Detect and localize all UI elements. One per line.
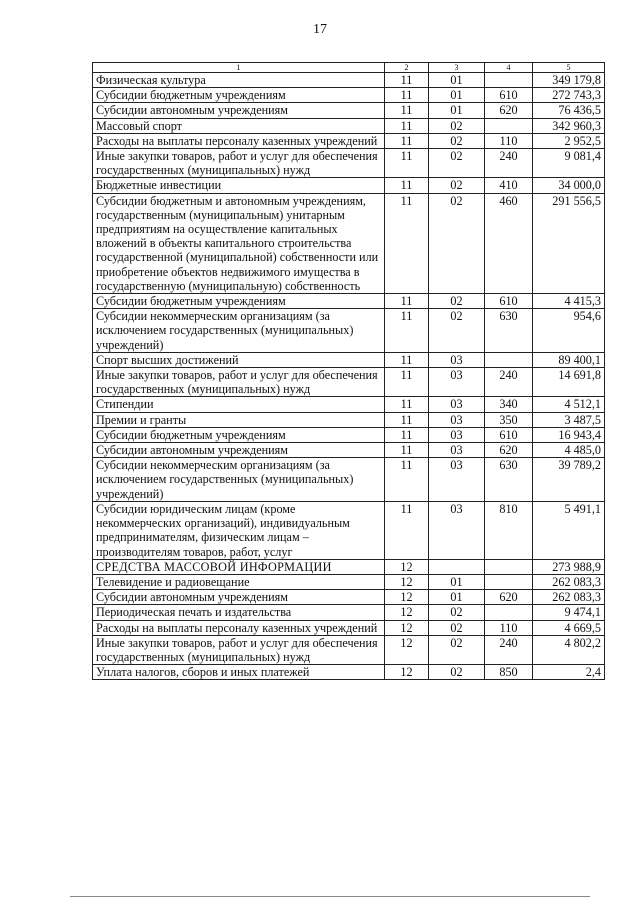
amount: 39 789,2 [533,458,605,502]
expense-type-code: 810 [485,501,533,559]
section-row [93,559,605,574]
column-header: 4 [485,63,533,73]
item-name: Иные закупки товаров, работ и услуг для обеспечения государственных (муниципальных) нужд [93,635,385,664]
subsection-code: 03 [429,368,485,397]
subsection-code: 03 [429,458,485,502]
subsection-code: 03 [429,443,485,458]
subsection-code: 01 [429,73,485,88]
amount: 262 083,3 [533,574,605,589]
section-code: 11 [385,149,429,178]
amount: 9 081,4 [533,149,605,178]
section-code: 12 [385,605,429,620]
table-row [93,73,605,88]
table-row [93,103,605,118]
subsection-code: 02 [429,178,485,193]
item-name: Уплата налогов, сборов и иных платежей [93,665,385,680]
section-code: 11 [385,133,429,148]
item-name: Иные закупки товаров, работ и услуг для обеспечения государственных (муниципальных) нужд [93,149,385,178]
section-code: 12 [385,590,429,605]
amount: 5 491,1 [533,501,605,559]
expense-type-code [485,559,533,574]
section-code: 12 [385,574,429,589]
column-header: 2 [385,63,429,73]
section-code: 11 [385,294,429,309]
table-row [93,590,605,605]
subsection-code: 02 [429,149,485,178]
item-name: Субсидии бюджетным учреждениям [93,88,385,103]
amount: 2,4 [533,665,605,680]
item-name: Субсидии бюджетным и автономным учреждениям, государственным (муниципальным) унитарным предприятиям на осуществление капитальных вложений в объекты капитального строительства государственной (муниципальной) собственности или приобретение объектов недвижимого имущества в государственную (муниципальную) собственность [93,193,385,293]
expense-type-code: 340 [485,397,533,412]
section-code: 11 [385,309,429,353]
item-name: Периодическая печать и издательства [93,605,385,620]
amount: 89 400,1 [533,352,605,367]
amount: 342 960,3 [533,118,605,133]
expense-type-code: 620 [485,590,533,605]
subsection-code: 02 [429,118,485,133]
amount: 9 474,1 [533,605,605,620]
subsection-code: 02 [429,294,485,309]
section-code: 11 [385,88,429,103]
table-row [93,309,605,353]
amount: 4 485,0 [533,443,605,458]
section-code: 11 [385,352,429,367]
section-code: 12 [385,665,429,680]
section-code: 11 [385,193,429,293]
budget-table [92,62,605,680]
amount: 34 000,0 [533,178,605,193]
table-row [93,397,605,412]
section-code: 12 [385,620,429,635]
section-code: 11 [385,427,429,442]
expense-type-code: 110 [485,133,533,148]
table-row [93,620,605,635]
expense-type-code: 240 [485,368,533,397]
table-row [93,635,605,664]
subsection-code: 01 [429,88,485,103]
expense-type-code [485,118,533,133]
subsection-code: 01 [429,574,485,589]
table-row [93,665,605,680]
expense-type-code: 630 [485,309,533,353]
table-row [93,133,605,148]
subsection-code: 02 [429,193,485,293]
subsection-code [429,559,485,574]
section-code: 12 [385,559,429,574]
expense-type-code: 240 [485,635,533,664]
expense-type-code: 620 [485,443,533,458]
item-name: Телевидение и радиовещание [93,574,385,589]
table-row [93,605,605,620]
item-name: Иные закупки товаров, работ и услуг для обеспечения государственных (муниципальных) нужд [93,368,385,397]
table-row [93,427,605,442]
expense-type-code: 610 [485,427,533,442]
item-name: Массовый спорт [93,118,385,133]
subsection-code: 02 [429,133,485,148]
amount: 4 512,1 [533,397,605,412]
subsection-code: 03 [429,412,485,427]
item-name: Премии и гранты [93,412,385,427]
table-row [93,88,605,103]
item-name: Субсидии автономным учреждениям [93,443,385,458]
table-row [93,443,605,458]
item-name: Субсидии бюджетным учреждениям [93,294,385,309]
scan-edge-line [70,896,590,897]
expense-type-code: 410 [485,178,533,193]
table-row [93,352,605,367]
section-code: 11 [385,178,429,193]
amount: 4 415,3 [533,294,605,309]
item-name: СРЕДСТВА МАССОВОЙ ИНФОРМАЦИИ [93,559,385,574]
page-number: 17 [313,22,327,37]
item-name: Спорт высших достижений [93,352,385,367]
item-name: Расходы на выплаты персоналу казенных учреждений [93,133,385,148]
amount: 2 952,5 [533,133,605,148]
subsection-code: 03 [429,427,485,442]
expense-type-code: 350 [485,412,533,427]
column-header: 5 [533,63,605,73]
column-number-row [93,63,605,73]
table-body [93,73,605,680]
section-code: 11 [385,397,429,412]
table-row [93,178,605,193]
table-row [93,574,605,589]
amount: 291 556,5 [533,193,605,293]
amount: 273 988,9 [533,559,605,574]
table-row [93,368,605,397]
table-row [93,458,605,502]
item-name: Субсидии бюджетным учреждениям [93,427,385,442]
item-name: Субсидии юридическим лицам (кроме некоммерческих организаций), индивидуальным предпринимателям, физическим лицам – производителям товаров, работ, услуг [93,501,385,559]
subsection-code: 02 [429,665,485,680]
amount: 76 436,5 [533,103,605,118]
table-row [93,412,605,427]
amount: 272 743,3 [533,88,605,103]
column-header: 1 [93,63,385,73]
item-name: Субсидии автономным учреждениям [93,103,385,118]
expense-type-code: 850 [485,665,533,680]
subsection-code: 02 [429,605,485,620]
subsection-code: 03 [429,397,485,412]
section-code: 11 [385,412,429,427]
subsection-code: 01 [429,103,485,118]
amount: 262 083,3 [533,590,605,605]
amount: 4 669,5 [533,620,605,635]
item-name: Стипендии [93,397,385,412]
item-name: Субсидии некоммерческим организациям (за исключением государственных (муниципальных) учреждений) [93,458,385,502]
subsection-code: 03 [429,352,485,367]
item-name: Субсидии некоммерческим организациям (за исключением государственных (муниципальных) учреждений) [93,309,385,353]
expense-type-code: 610 [485,294,533,309]
table-row [93,193,605,293]
amount: 954,6 [533,309,605,353]
item-name: Субсидии автономным учреждениям [93,590,385,605]
section-code: 11 [385,501,429,559]
column-header: 3 [429,63,485,73]
section-code: 11 [385,103,429,118]
subsection-code: 01 [429,590,485,605]
table-row [93,149,605,178]
item-name: Бюджетные инвестиции [93,178,385,193]
table-row [93,501,605,559]
amount: 4 802,2 [533,635,605,664]
section-code: 11 [385,368,429,397]
expense-type-code [485,73,533,88]
section-code: 11 [385,73,429,88]
expense-type-code: 110 [485,620,533,635]
section-code: 11 [385,443,429,458]
table-row [93,118,605,133]
section-code: 11 [385,458,429,502]
expense-type-code: 630 [485,458,533,502]
expense-type-code [485,605,533,620]
expense-type-code: 620 [485,103,533,118]
expense-type-code [485,352,533,367]
table-row [93,294,605,309]
amount: 14 691,8 [533,368,605,397]
item-name: Расходы на выплаты персоналу казенных учреждений [93,620,385,635]
subsection-code: 02 [429,309,485,353]
section-code: 11 [385,118,429,133]
subsection-code: 02 [429,620,485,635]
section-code: 12 [385,635,429,664]
amount: 16 943,4 [533,427,605,442]
subsection-code: 02 [429,635,485,664]
expense-type-code: 460 [485,193,533,293]
subsection-code: 03 [429,501,485,559]
expense-type-code [485,574,533,589]
amount: 349 179,8 [533,73,605,88]
expense-type-code: 240 [485,149,533,178]
amount: 3 487,5 [533,412,605,427]
expense-type-code: 610 [485,88,533,103]
item-name: Физическая культура [93,73,385,88]
